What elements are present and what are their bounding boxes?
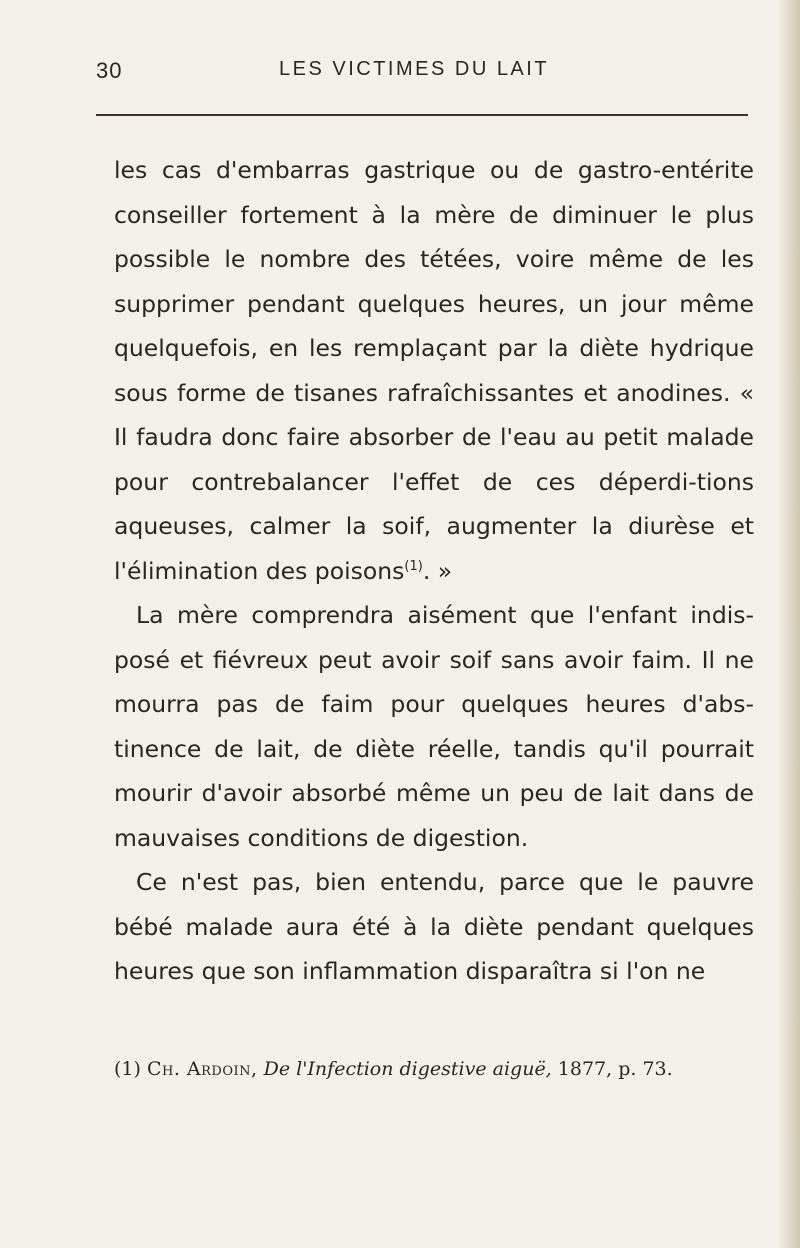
footnote-details: 1877, p. 73. <box>557 1058 673 1080</box>
footnote-marker: (1) <box>114 1058 141 1080</box>
paragraph-3: Ce n'est pas, bien entendu, parce que le pauvre bébé malade aura été à la diète pendant quelques heures que son inflammation disparaîtra si l'on ne <box>114 868 754 985</box>
paragraph-1-end: . » <box>422 556 453 585</box>
footnote <box>114 1054 754 1084</box>
paragraph-1 <box>114 148 754 593</box>
footnote-reference: (1) <box>404 558 423 574</box>
footnote-author: Ch. Ardoin, <box>146 1058 258 1080</box>
page-number: 30 <box>96 58 123 83</box>
page-edge-shadow <box>778 0 800 1248</box>
page-header <box>96 58 748 92</box>
paragraph-1-text: les cas d'embarras gastrique ou de gastro-entérite conseiller fortement à la mère de diminuer le plus possible le nombre des tétées, voire même de les supprimer pendant quelques heures, un jour même quelquefois, en les remplaçant par la diète hydrique sous forme de tisanes rafraîchissantes et anodines. « Il faudra donc faire absorber de l'eau au petit malade pour contrebalancer l'effet de ces déperdi-tions aqueuses, calmer la soif, augmenter la diurèse et l'élimination des poisons <box>114 156 754 585</box>
paragraph-2: La mère comprendra aisément que l'enfant indis-posé et fiévreux peut avoir soif sans avoir faim. Il ne mourra pas de faim pour quelques heures d'abs-tinence de lait, de diète réelle, tandis qu'il pourrait mourir d'avoir absorbé même un peu de lait dans de mauvaises conditions de digestion. <box>114 601 754 852</box>
footnote-title: De l'Infection digestive aiguë, <box>263 1058 552 1080</box>
body-text <box>114 148 754 994</box>
running-title: LES VICTIMES DU LAIT <box>279 58 550 80</box>
header-rule <box>96 114 748 116</box>
